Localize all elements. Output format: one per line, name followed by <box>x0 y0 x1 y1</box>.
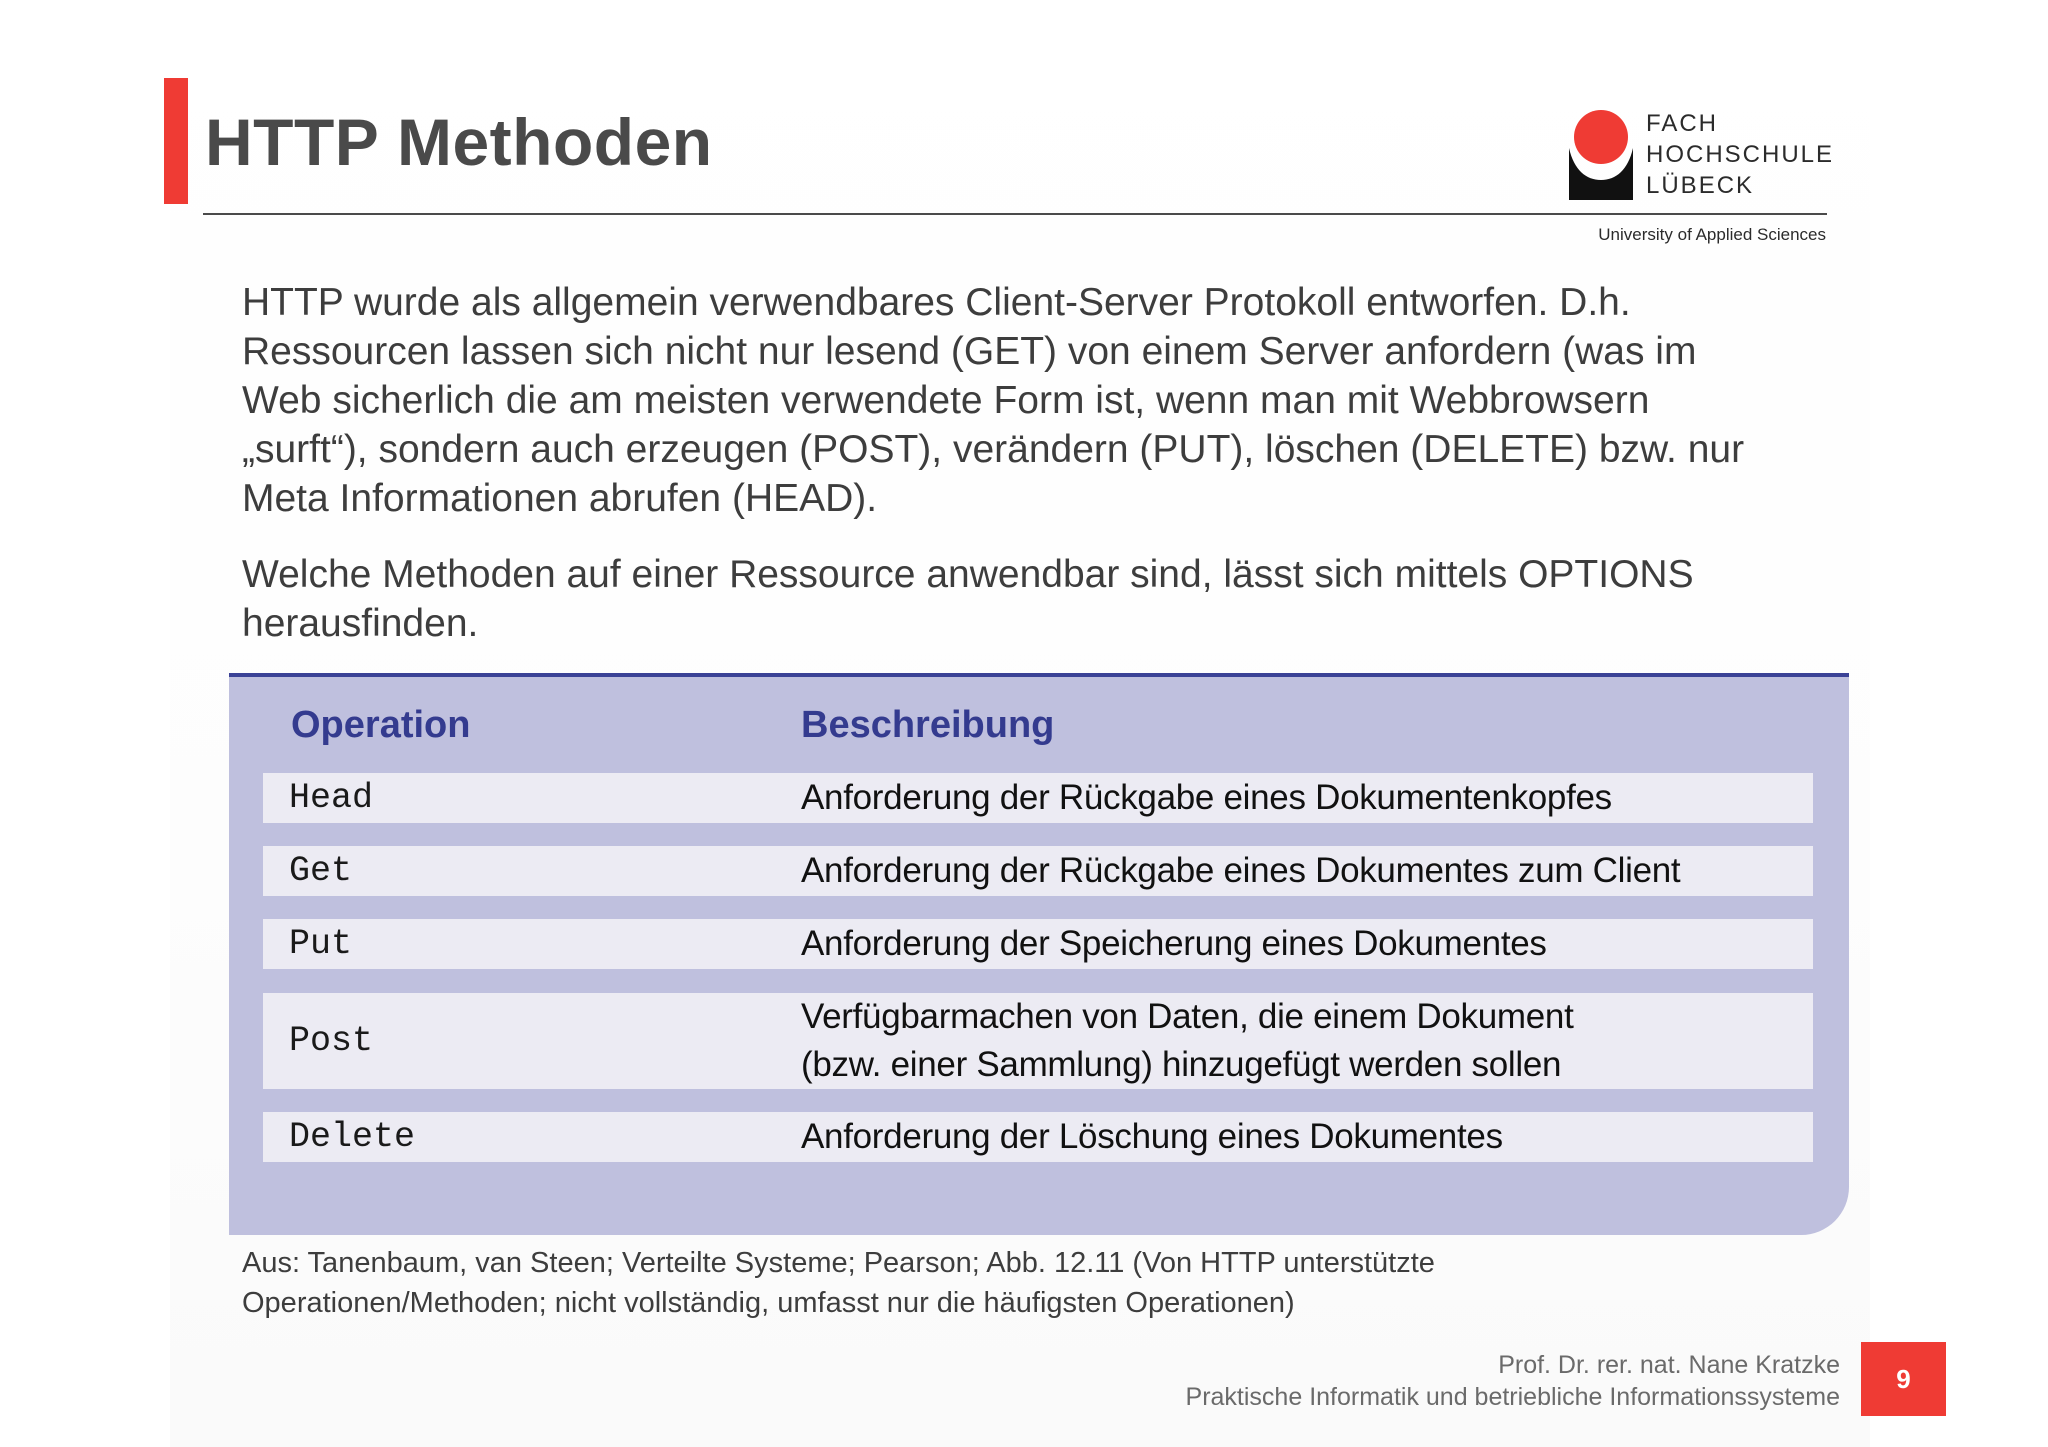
description-line: Anforderung der Speicherung eines Dokumentes <box>801 924 1547 963</box>
description-line: (bzw. einer Sammlung) hinzugefügt werden sollen <box>801 1045 1562 1084</box>
paragraph-intro <box>242 278 1842 523</box>
caption-line: Aus: Tanenbaum, van Steen; Verteilte Systeme; Pearson; Abb. 12.11 (Von HTTP unterstützte <box>242 1247 1435 1279</box>
operation-cell: Get <box>289 851 353 891</box>
operation-cell: Post <box>289 1021 374 1061</box>
caption-line: Operationen/Methoden; nicht vollständig, umfasst nur die häufigsten Operationen) <box>242 1287 1295 1319</box>
footer-author: Prof. Dr. rer. nat. Nane Kratzke <box>1498 1351 1840 1379</box>
http-methods-table <box>229 673 1849 1235</box>
footer <box>1186 1349 1840 1413</box>
logo-wordmark <box>1646 108 1834 201</box>
logo-line-1: FACH <box>1646 110 1719 137</box>
description-line: Verfügbarmachen von Daten, die einem Dokument <box>801 997 1574 1036</box>
paragraph-line: Web sicherlich die am meisten verwendete Form ist, wenn man mit Webbrowsern <box>242 379 1650 422</box>
description-line: Anforderung der Rückgabe eines Dokumentes zum Client <box>801 851 1681 890</box>
title-accent-bar <box>164 78 188 204</box>
table-row <box>263 846 1813 896</box>
logo-line-2: HOCHSCHULE <box>1646 141 1835 168</box>
description-cell <box>801 993 1574 1089</box>
paragraph-line: Meta Informationen abrufen (HEAD). <box>242 477 878 520</box>
operation-cell: Put <box>289 924 353 964</box>
paragraph-line: herausfinden. <box>242 602 479 645</box>
logo-line-3: LÜBECK <box>1646 172 1755 199</box>
table-header-operation: Operation <box>291 704 471 746</box>
logo-mark-icon <box>1568 108 1634 200</box>
table-row <box>263 1112 1813 1162</box>
table-row <box>263 919 1813 969</box>
paragraph-line: Welche Methoden auf einer Ressource anwendbar sind, lässt sich mittels OPTIONS <box>242 553 1694 596</box>
description-cell <box>801 846 1680 896</box>
paragraph-line: HTTP wurde als allgemein verwendbares Client-Server Protokoll entworfen. D.h. <box>242 281 1631 324</box>
description-cell <box>801 919 1547 969</box>
description-line: Anforderung der Rückgabe eines Dokumentenkopfes <box>801 778 1612 817</box>
table-header-description: Beschreibung <box>801 704 1055 746</box>
footer-department: Praktische Informatik und betriebliche Informationssysteme <box>1185 1383 1840 1411</box>
operation-cell: Head <box>289 778 374 818</box>
page-number: 9 <box>1861 1342 1946 1416</box>
logo-subline: University of Applied Sciences <box>1598 225 1826 244</box>
paragraph-options <box>242 550 1842 648</box>
description-line: Anforderung der Löschung eines Dokumentes <box>801 1117 1503 1156</box>
paragraph-line: Ressourcen lassen sich nicht nur lesend (GET) von einem Server anfordern (was im <box>242 330 1697 373</box>
page-title: HTTP Methoden <box>205 105 713 179</box>
figure-caption <box>242 1243 1802 1323</box>
paragraph-line: „surft“), sondern auch erzeugen (POST), verändern (PUT), löschen (DELETE) bzw. nur <box>242 428 1745 471</box>
table-row <box>263 993 1813 1089</box>
description-cell <box>801 773 1612 823</box>
operation-cell: Delete <box>289 1117 416 1157</box>
table-row <box>263 773 1813 823</box>
description-cell <box>801 1112 1503 1162</box>
